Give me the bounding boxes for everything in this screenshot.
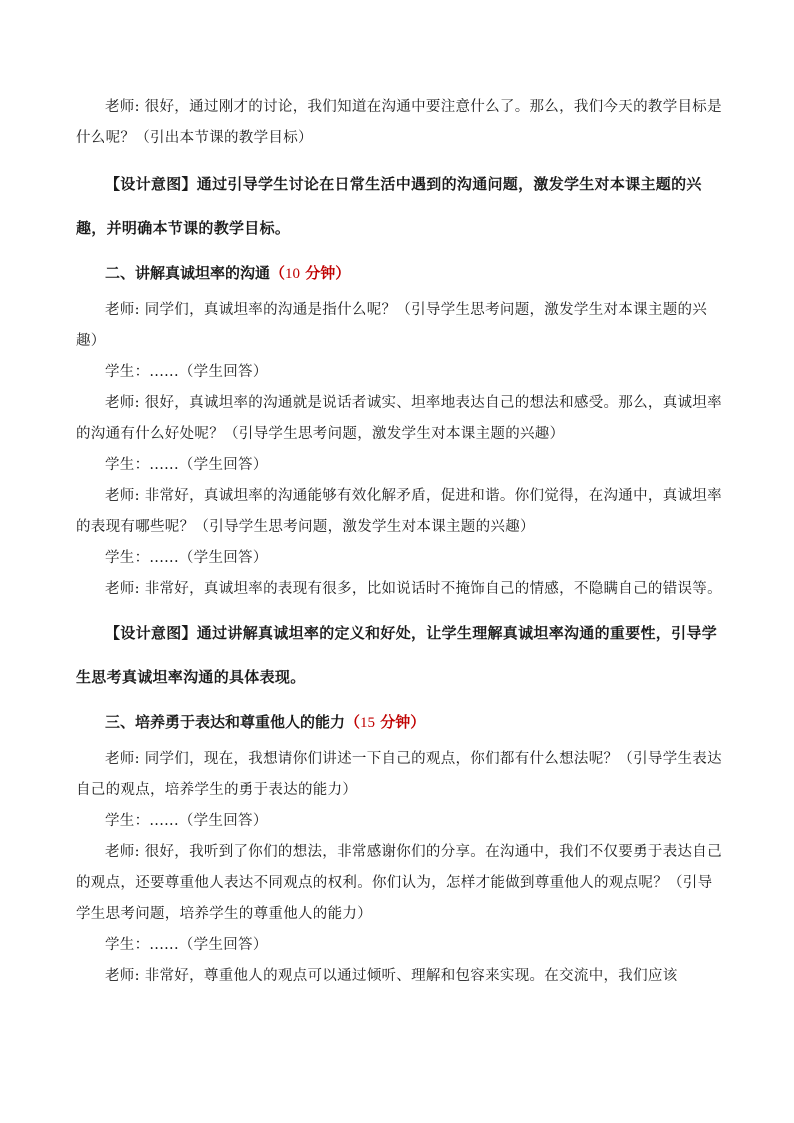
duration-open: （	[270, 264, 286, 282]
duration-number: 10	[285, 266, 301, 282]
paragraph: 老师: 非常好，真诚坦率的沟通能够有效化解矛盾，促进和谐。你们觉得，在沟通中，真诚坦率的表现有哪些呢？（引导学生思考问题，激发学生对本课主题的兴趣）	[76, 488, 722, 535]
section-duration-3	[345, 713, 425, 731]
section-title-3: 三、培养勇于表达和尊重他人的能力	[105, 713, 346, 731]
paragraph: 学生：......（学生回答）	[105, 813, 268, 829]
design-intent-1: 【设计意图】通过引导学生讨论在日常生活中遇到的沟通问题，激发学生对本课主题的兴趣，并明确本节课的教学目标。	[76, 175, 702, 237]
paragraph: 老师: 很好，我听到了你们的想法，非常感谢你们的分享。在沟通中，我们不仅要勇于表达自己的观点，还要尊重他人表达不同观点的权利。你们认为，怎样才能做到尊重他人的观点呢？（引导学生思考问题，培养学生的尊重他人的能力）	[76, 844, 722, 922]
duration-number: 15	[360, 715, 376, 731]
paragraph: 学生：......（学生回答）	[105, 937, 268, 953]
paragraph: 老师: 同学们，真诚坦率的沟通是指什么呢？（引导学生思考问题，激发学生对本课主题的兴趣）	[76, 302, 708, 349]
paragraph: 学生：......（学生回答）	[105, 364, 268, 380]
paragraph-teacher-intro: 老师: 很好，通过刚才的讨论，我们知道在沟通中要注意什么了。那么，我们今天的教学目标是什么呢？（引出本节课的教学目标）	[76, 99, 722, 146]
document-content	[76, 92, 726, 992]
duration-text: 分钟）	[300, 264, 351, 282]
section-title-2: 二、讲解真诚坦率的沟通	[105, 264, 271, 282]
duration-open: （	[345, 713, 361, 731]
design-intent-2: 【设计意图】通过讲解真诚坦率的定义和好处，让学生理解真诚坦率沟通的重要性，引导学生思考真诚坦率沟通的具体表现。	[76, 624, 718, 686]
paragraph: 老师: 非常好，真诚坦率的表现有很多，比如说话时不掩饰自己的情感，不隐瞒自己的错误等。	[105, 581, 722, 597]
paragraph: 老师: 很好，真诚坦率的沟通就是说话者诚实、坦率地表达自己的想法和感受。那么，真诚坦率的沟通有什么好处呢？（引导学生思考问题，激发学生对本课主题的兴趣）	[76, 395, 722, 442]
section-heading-2	[76, 258, 726, 289]
section-heading-3	[76, 707, 726, 738]
paragraph: 老师: 同学们，现在，我想请你们讲述一下自己的观点，你们都有什么想法呢？（引导学生表达自己的观点，培养学生的勇于表达的能力）	[76, 751, 722, 798]
duration-text: 分钟）	[375, 713, 426, 731]
paragraph: 学生：......（学生回答）	[105, 457, 268, 473]
paragraph: 老师: 非常好，尊重他人的观点可以通过倾听、理解和包容来实现。在交流中，我们应该	[105, 968, 678, 984]
section-duration-2	[270, 264, 350, 282]
paragraph: 学生：......（学生回答）	[105, 550, 268, 566]
